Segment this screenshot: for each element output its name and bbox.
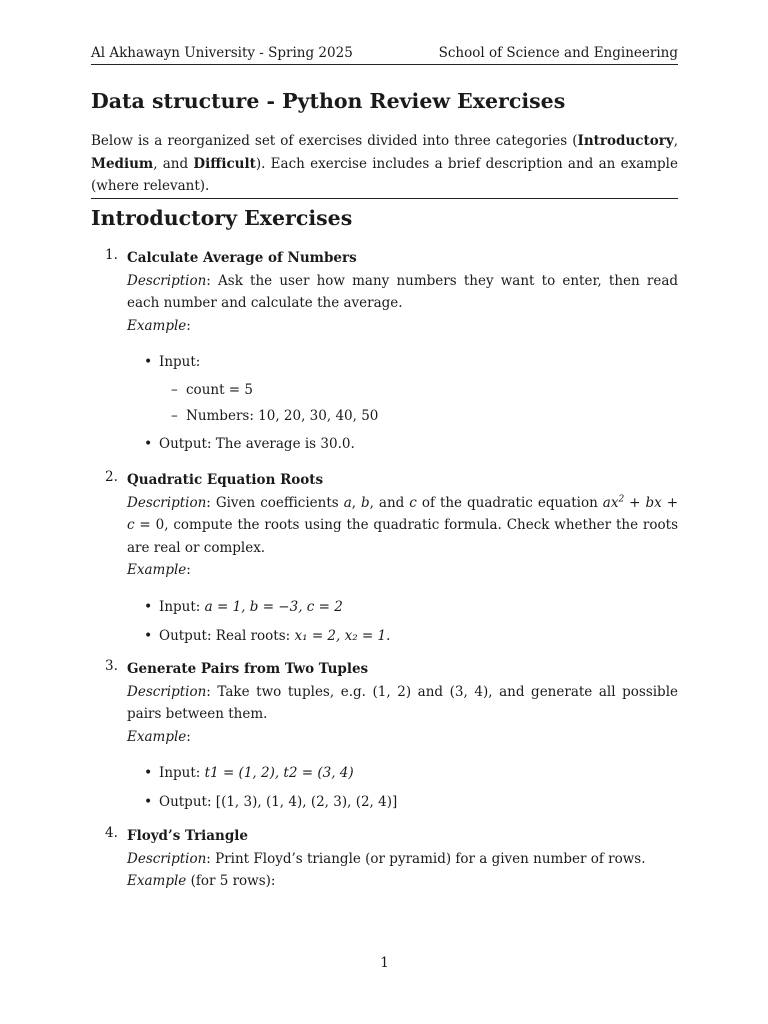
exercise-description: Description: Print Floyd’s triangle (or pyramid) for a given number of rows. <box>127 850 646 867</box>
list-item <box>127 791 678 813</box>
example-suffix: (for 5 rows): <box>190 873 276 889</box>
exercise-title: Calculate Average of Numbers <box>127 250 357 266</box>
input-math: t1 = (1, 2), t2 = (3, 4) <box>204 765 354 781</box>
document-title: Data structure - Python Review Exercises <box>91 89 566 113</box>
example-label: Example <box>127 873 187 889</box>
description-text: of the quadratic equation <box>421 494 598 511</box>
page-number: 1 <box>380 955 389 971</box>
intro-paragraph <box>91 130 678 199</box>
exercise-number: 1. <box>105 247 118 263</box>
description-text: compute the roots using the quadratic formula. Check whether the roots are real or complex. <box>127 517 678 556</box>
output-label: Output: Real roots: <box>159 627 291 644</box>
description-text: Take two tuples, e.g. (1, 2) and (3, 4), and generate all possible pairs between them. <box>127 683 679 722</box>
section-title: Introductory Exercises <box>91 206 353 230</box>
example-heading <box>127 870 678 893</box>
input-label: Input: <box>159 598 201 615</box>
category-introductory: Introductory <box>577 133 674 149</box>
exercise-description: Description: Take two tuples, e.g. (1, 2) and (3, 4), and generate all possible pairs between them. <box>127 683 679 722</box>
example-heading: Example: <box>127 562 191 578</box>
exercise-title: Quadratic Equation Roots <box>127 472 324 488</box>
description-text: Given coefficients <box>215 494 339 511</box>
exercise-title: Floyd’s Triangle <box>127 828 249 844</box>
example-list <box>127 351 678 455</box>
example-list <box>127 762 678 813</box>
description-label: Description <box>127 850 207 867</box>
example-heading: Example: <box>127 317 191 334</box>
output-math: x₁ = 2, x₂ = 1. <box>294 627 391 644</box>
exercise-number: 4. <box>105 825 118 841</box>
exercise-number: 2. <box>105 469 118 485</box>
input-label: Input: <box>159 354 201 370</box>
example-label: Example <box>127 317 187 334</box>
category-difficult: Difficult <box>193 155 256 172</box>
intro-text: Below is a reorganized set of exercises divided into three categories ( <box>91 133 578 149</box>
list-item <box>127 762 678 784</box>
running-header <box>91 44 678 65</box>
category-medium: Medium <box>91 155 154 172</box>
exercise-title: Generate Pairs from Two Tuples <box>127 661 369 677</box>
math-symbol: c <box>409 494 417 511</box>
header-institution: Al Akhawayn University - Spring 2025 <box>91 45 353 61</box>
example-heading: Example: <box>127 728 191 745</box>
exercise-description: Description: Ask the user how many numbers they want to enter, then read each number and calculate the average. <box>127 272 679 311</box>
math-symbol: b <box>361 494 370 511</box>
intro-sep: , and <box>153 155 194 172</box>
exercise-description: Description: Given coefficients a, b, and c of the quadratic equation $ax^2$ + bx + c = 0, compute the roots using the quadratic formula. Check whether the roots are real or complex. <box>127 494 678 556</box>
intro-text: ). Each exercise includes a brief description and an example (where relevant). <box>91 155 678 194</box>
list-item: • Output: The average is 30.0. <box>127 433 678 455</box>
example-label: Example <box>127 728 187 745</box>
sub-list-item: – Numbers: 10, 20, 30, 40, 50 <box>127 403 678 429</box>
example-label: Example <box>127 562 187 578</box>
description-label: Description <box>127 272 207 289</box>
description-label: Description <box>127 683 207 700</box>
quadratic-equation: $ax^2$ + bx + c = 0 <box>127 494 678 533</box>
list-item <box>127 351 678 373</box>
input-math: a = 1, b = −3, c = 2 <box>204 598 343 615</box>
exercise-number: 3. <box>105 658 118 674</box>
output-label: Output: <box>159 794 212 810</box>
output-math: [(1, 3), (1, 4), (2, 3), (2, 4)] <box>215 794 398 810</box>
intro-sep: , <box>673 133 678 149</box>
header-school: School of Science and Engineering <box>438 45 678 61</box>
description-label: Description <box>127 494 207 511</box>
list-item <box>127 596 678 618</box>
description-text: Print Floyd’s triangle (or pyramid) for a given number of rows. <box>215 850 646 867</box>
list-item <box>127 625 678 647</box>
input-label: Input: <box>159 765 201 781</box>
example-list <box>127 596 678 647</box>
sub-list-item: – count = 5 <box>127 377 678 403</box>
description-text: Ask the user how many numbers they want to enter, then read each number and calculate the average. <box>127 272 679 311</box>
math-symbol: a <box>343 494 352 511</box>
